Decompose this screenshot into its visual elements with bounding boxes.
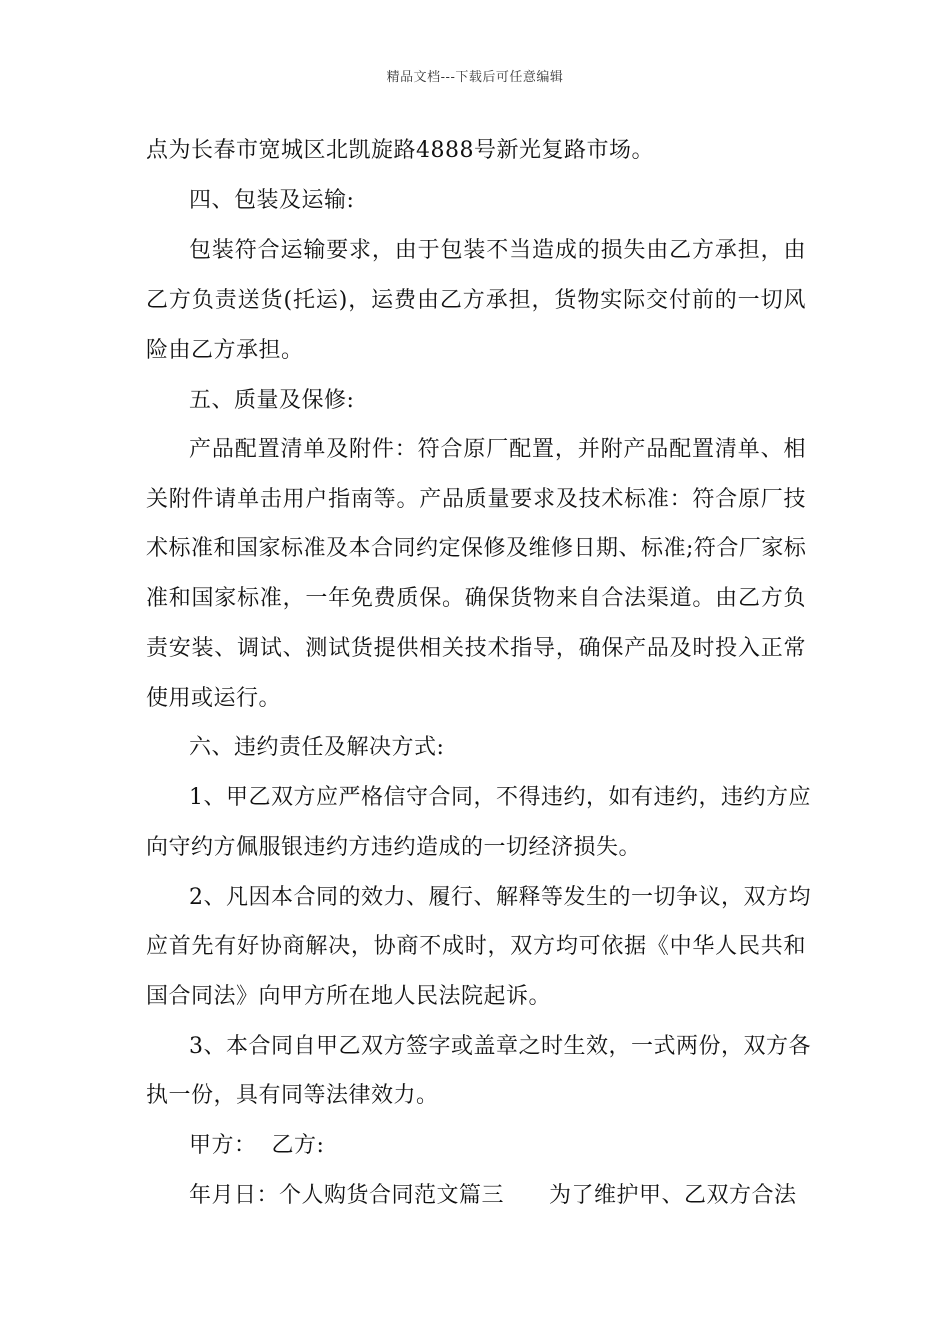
text-line: 3、本合同自甲乙双方签字或盖章之时生效，一式两份，双方各 xyxy=(189,1034,811,1059)
text-line: 1、甲乙双方应严格信守合同，不得违约，如有违约，违约方应 xyxy=(189,785,811,810)
section-heading: 六、违约责任及解决方式: xyxy=(189,735,445,760)
text-line: 使用或运行。 xyxy=(146,686,282,711)
text-line: 向守约方佩服银违约方违约造成的一切经济损失。 xyxy=(146,835,642,860)
signature-line: 甲方： 乙方: xyxy=(189,1133,325,1158)
text-line: 点为长春市宽城区北凯旋路4888号新光复路市场。 xyxy=(146,138,654,163)
text-line: 准和国家标准，一年免费质保。确保货物来自合法渠道。由乙方负 xyxy=(146,586,806,611)
text-line: 应首先有好协商解决，协商不成时，双方均可依据《中华人民共和 xyxy=(146,934,806,959)
text-line: 包装符合运输要求，由于包装不当造成的损失由乙方承担，由 xyxy=(189,238,806,263)
section-heading: 五、质量及保修: xyxy=(189,388,355,413)
section-heading: 四、包装及运输: xyxy=(189,188,355,213)
text-line: 术标准和国家标准及本合同约定保修及维修日期、标准;符合厂家标 xyxy=(146,536,807,561)
text-line: 关附件请单击用户指南等。产品质量要求及技术标准：符合原厂技 xyxy=(146,487,806,512)
text-line: 国合同法》向甲方所在地人民法院起诉。 xyxy=(146,984,552,1009)
page-header: 精品文档---下载后可任意编辑 xyxy=(386,70,564,85)
text-line: 险由乙方承担。 xyxy=(146,338,304,363)
text-line: 2、凡因本合同的效力、履行、解释等发生的一切争议，双方均 xyxy=(189,885,811,910)
text-line: 产品配置清单及附件：符合原厂配置，并附产品配置清单、相 xyxy=(189,437,806,462)
text-line: 责安装、调试、测试货提供相关技术指导，确保产品及时投入正常 xyxy=(146,636,806,661)
text-line: 乙方负责送货(托运)，运费由乙方承担，货物实际交付前的一切风 xyxy=(146,288,806,313)
text-line: 年月日：个人购货合同范文篇三 为了维护甲、乙双方合法 xyxy=(189,1183,797,1208)
text-line: 执一份，具有同等法律效力。 xyxy=(146,1083,439,1108)
